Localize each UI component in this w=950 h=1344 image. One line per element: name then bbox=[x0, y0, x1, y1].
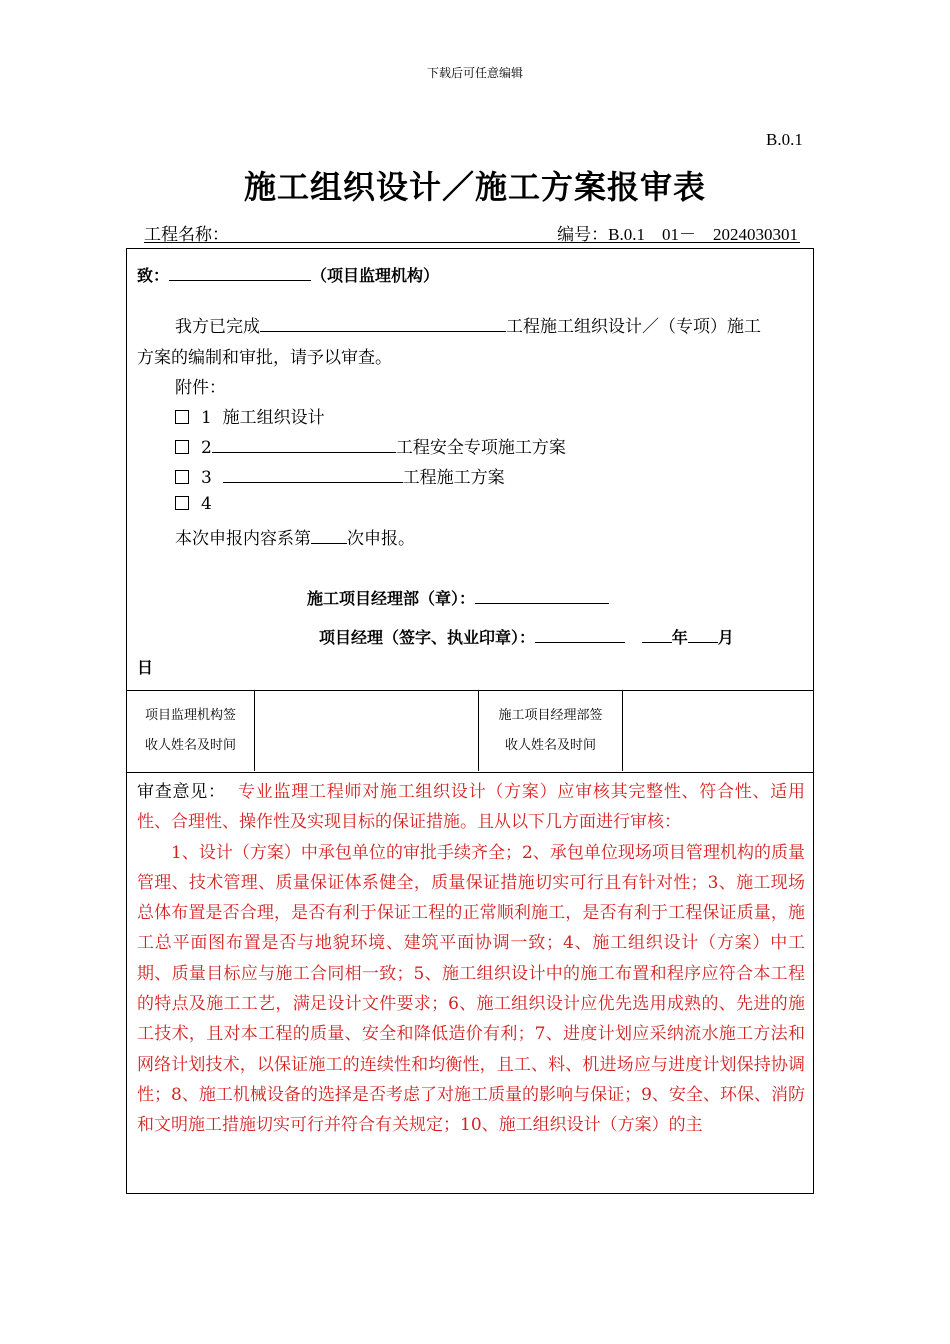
attachment-item-1 bbox=[175, 403, 325, 428]
manager-sign-blank[interactable] bbox=[535, 626, 625, 643]
addressee-suffix: （项目监理机构） bbox=[311, 266, 440, 285]
receipt-label-line: 收人姓名及时间 bbox=[504, 738, 596, 753]
submission-count-blank[interactable] bbox=[311, 527, 347, 544]
submission-section bbox=[127, 249, 813, 691]
form-code: B.0.1 bbox=[766, 130, 803, 149]
review-lead: 审查意见： bbox=[137, 782, 226, 802]
meta-line bbox=[144, 220, 800, 244]
completion-text-a: 我方已完成 bbox=[175, 317, 260, 337]
completion-line-2: 方案的编制和审批，请予以审查。 bbox=[137, 348, 392, 368]
item-number: 4 bbox=[201, 494, 212, 514]
receipt-label-line: 项目监理机构签 bbox=[144, 708, 236, 723]
dept-seal-line bbox=[307, 586, 609, 609]
attachment-item-3 bbox=[175, 463, 505, 488]
item-number: 1 bbox=[201, 408, 212, 428]
year-blank[interactable] bbox=[642, 626, 672, 643]
month-label: 月 bbox=[717, 628, 734, 647]
form-table bbox=[126, 248, 814, 1194]
checkbox[interactable] bbox=[175, 470, 189, 484]
item-text: 工程施工方案 bbox=[402, 468, 505, 488]
dept-seal-blank[interactable] bbox=[475, 587, 609, 604]
receipt-label-line: 施工项目经理部签 bbox=[498, 708, 603, 723]
serial-number: 编号：B.0.1 01－ 2024030301 bbox=[557, 225, 798, 244]
item-blank[interactable] bbox=[212, 436, 396, 453]
meta-underline bbox=[144, 242, 800, 243]
project-name-label: 工程名称： bbox=[144, 225, 229, 245]
addressee-line bbox=[137, 263, 439, 286]
completion-text-b: 工程施工组织设计／（专项）施工 bbox=[506, 317, 761, 337]
checkbox[interactable] bbox=[175, 496, 189, 510]
manager-sign-label: 项目经理（签字、执业印章）： bbox=[319, 628, 536, 647]
item-text: 施工组织设计 bbox=[222, 408, 325, 428]
review-text bbox=[137, 777, 805, 1141]
submission-text-b: 次申报。 bbox=[347, 529, 415, 549]
addressee-blank[interactable] bbox=[169, 264, 311, 281]
checkbox[interactable] bbox=[175, 440, 189, 454]
form-title: 施工组织设计／施工方案报审表 bbox=[243, 168, 706, 206]
attachment-item-2 bbox=[175, 433, 566, 458]
addressee-prefix: 致： bbox=[137, 266, 170, 285]
submission-text-a: 本次申报内容系第 bbox=[175, 529, 311, 549]
month-blank[interactable] bbox=[688, 626, 718, 643]
submission-count-line bbox=[175, 524, 415, 549]
attachment-item-4 bbox=[175, 494, 212, 514]
review-para-1 bbox=[137, 777, 805, 838]
receipt-label-supervisor bbox=[127, 691, 255, 771]
receipt-label-contractor bbox=[479, 691, 623, 771]
review-section bbox=[127, 773, 813, 1193]
item-text: 工程安全专项施工方案 bbox=[395, 438, 566, 458]
review-para-2: 1、设计（方案）中承包单位的审批手续齐全；2、承包单位现场项目管理机构的质量管理、技术管理、质量保证体系健全，质量保证措施切实可行且有针对性；3、施工现场总体布置是否合理，是否有利于保证工程的正常顺利施工，是否有利于工程保证质量，施工总平面图布置是否与地貌环境、建筑平面协调一致；4、施工组织设计（方案）中工期、质量目标应与施工合同相一致；5、施工组织设计中的施工布置和程序应符合本工程的特点及施工工艺，满足设计文件要求；6、施工组织设计应优先选用成熟的、先进的施工技术，且对本工程的质量、安全和降低造价有利；7、进度计划应采纳流水施工方法和网络计划技术，以保证施工的连续性和均衡性，且工、料、机进场应与进度计划保持协调性；8、施工机械设备的选择是否考虑了对施工质量的影响与保证；9、安全、环保、消防和文明施工措施切实可行并符合有关规定；10、施工组织设计（方案）的主 bbox=[137, 842, 805, 1136]
item-blank[interactable] bbox=[223, 466, 403, 483]
item-number: 2 bbox=[201, 438, 212, 458]
item-number: 3 bbox=[201, 468, 212, 488]
receipt-value-contractor[interactable] bbox=[623, 691, 813, 771]
completion-line bbox=[175, 312, 761, 337]
checkbox[interactable] bbox=[175, 410, 189, 424]
project-blank[interactable] bbox=[260, 315, 506, 332]
receipt-row bbox=[127, 691, 813, 773]
review-intro: 专业监理工程师对施工组织设计（方案）应审核其完整性、符合性、适用性、合理性、操作性及实现目标的保证措施。且从以下几方面进行审核： bbox=[137, 782, 806, 833]
day-label: 日 bbox=[137, 658, 154, 677]
receipt-label-line: 收人姓名及时间 bbox=[144, 738, 236, 753]
attachments-label: 附件： bbox=[175, 378, 226, 398]
dept-seal-label: 施工项目经理部（章）： bbox=[307, 589, 476, 608]
header-note: 下载后可任意编辑 bbox=[426, 66, 523, 80]
year-label: 年 bbox=[671, 628, 688, 647]
receipt-value-supervisor[interactable] bbox=[255, 691, 479, 771]
manager-sign-line bbox=[319, 625, 734, 648]
